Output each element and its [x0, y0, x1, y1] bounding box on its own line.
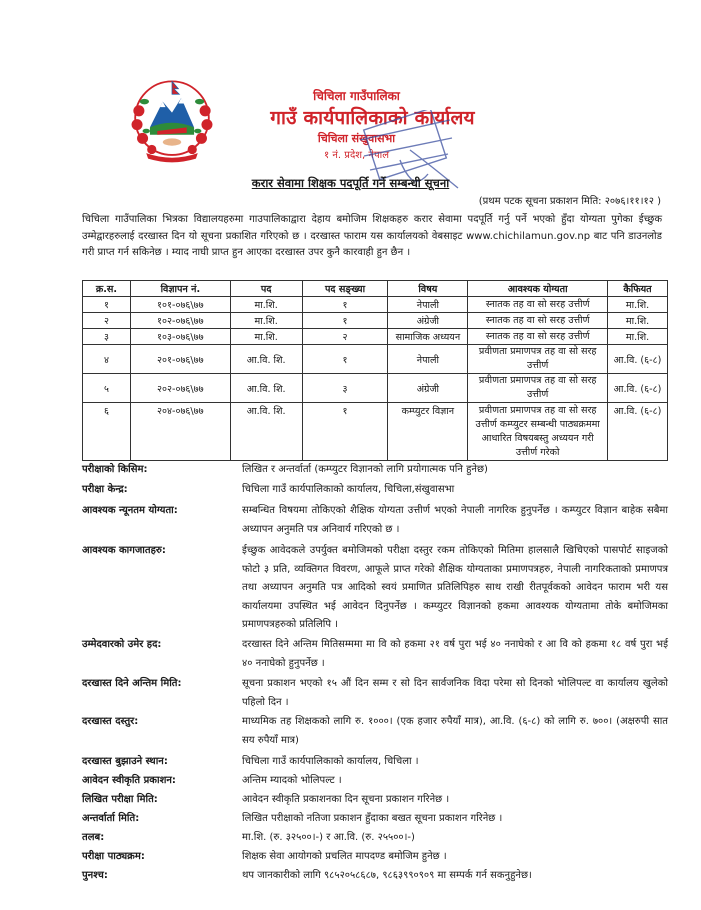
detail-value: लिखित र अन्तर्वार्ता (कम्प्युटर विज्ञानको लागि प्रयोगात्मक पनि हुनेछ) [242, 464, 488, 475]
cell-ad-no: २०१-०७६\७७ [130, 345, 230, 374]
cell-subject: अंग्रेजी [388, 313, 468, 329]
cell-qualification: स्नातक तह वा सो सरह उत्तीर्ण [468, 329, 608, 345]
col-header-post: पद [230, 281, 302, 297]
cell-remarks: आ.वि. (६-८) [608, 403, 668, 461]
detail-value: चिचिला गाउँ कार्यपालिकाको कार्यालय, चिचिला । [242, 756, 419, 767]
cell-qualification: स्नातक तह वा सो सरह उत्तीर्ण [468, 313, 608, 329]
cell-post: आ.वि. शि. [230, 345, 302, 374]
cell-ad-no: २०४-०७६\७७ [130, 403, 230, 461]
cell-ad-no: १०१-०७६\७७ [130, 297, 230, 313]
detail-label: परीक्षा केन्द्र: [82, 484, 128, 495]
cell-post: आ.वि. शि. [230, 374, 302, 403]
table-row [83, 329, 668, 345]
table-row [83, 297, 668, 313]
notice-title: करार सेवामा शिक्षक पदपूर्ति गर्ने सम्बन्धी सूचना [251, 176, 450, 190]
table-row [83, 345, 668, 374]
cell-sn: ४ [83, 345, 131, 374]
cell-remarks: आ.वि. (६-८) [608, 345, 668, 374]
cell-qualification: प्रवीणता प्रमाणपत्र तह वा सो सरह उत्तीर्ण [468, 345, 608, 374]
detail-value: अन्तिम म्यादको भोलिपल्ट । [242, 775, 342, 786]
cell-post: मा.शि. [230, 297, 302, 313]
detail-label: परीक्षा पाठ्यक्रम: [82, 851, 145, 862]
detail-value: मा.शि. (रु. ३२५००।-) र आ.वि. (रु. २५५००।-) [242, 832, 415, 843]
cell-post-count: १ [302, 403, 388, 461]
cell-qualification: प्रवीणता प्रमाणपत्र तह वा सो सरह उत्तीर्ण [468, 374, 608, 403]
table-row [83, 374, 668, 403]
cell-sn: ५ [83, 374, 131, 403]
detail-label: दरखास्त दस्तुर: [82, 716, 139, 727]
publication-date: (प्रथम पटक सूचना प्रकाशन मिति: २०७६।११।१२ ) [478, 196, 661, 207]
col-header-subject: विषय [388, 281, 468, 297]
cell-sn: ६ [83, 403, 131, 461]
detail-label: अन्तर्वार्ता मिति: [82, 813, 140, 824]
cell-subject: सामाजिक अध्ययन [388, 329, 468, 345]
col-header-qualification: आवश्यक योग्यता [468, 281, 608, 297]
detail-value: लिखित परीक्षाको नतिजा प्रकाशन हुँदाका बखत सूचना प्रकाशन गरिनेछ । [242, 813, 503, 824]
cell-sn: १ [83, 297, 131, 313]
detail-value: शिक्षक सेवा आयोगको प्रचलित मापदण्ड बमोजिम हुनेछ । [242, 851, 447, 862]
office-name: गाउँ कार्यपालिकाको कार्यालय [270, 107, 475, 129]
cell-sn: ३ [83, 329, 131, 345]
intro-paragraph: चिचिला गाउँपालिका भित्रका विद्यालयहरुमा गाउपालिकाद्वारा देहाय बमोजिम शिक्षकहरु करार सेवामा पदपूर्ति गर्नु पर्ने भएको हुँदा योग्यता पुगेका ईच्छुक उम्मेद्वारहरुलाई दरखास्त दिन यो सूचना प्रकाशित गरिएको छ । दरखास्त फाराम यस कार्यालयको वेबसाइट www.chichilamun.gov.np बाट पनि डाउनलोड गरी प्राप्त गर्न सकिनेछ । म्याद नाघी प्राप्त हुन आएका दरखास्त उपर कुनै कारवाही हुन छैन । [82, 214, 662, 258]
detail-label: आवश्यक कागजातहरु: [82, 545, 166, 556]
detail-label: दरखास्त दिने अन्तिम मिति: [82, 678, 182, 689]
vacancy-table [82, 280, 668, 461]
detail-value: आवेदन स्वीकृति प्रकाशनका दिन सूचना प्रकाशन गरिनेछ । [242, 794, 450, 805]
detail-label: परीक्षाको किसिम: [82, 464, 148, 475]
detail-value: सूचना प्रकाशन भएको १५ औं दिन सम्म र सो दिन सार्वजनिक विदा परेमा सो दिनको भोलिपल्ट वा कार्यालय खुलेको पहिलो दिन । [242, 678, 668, 708]
detail-label: तलब: [82, 832, 105, 843]
cell-post-count: १ [302, 345, 388, 374]
cell-post: मा.शि. [230, 313, 302, 329]
detail-label: पुनश्च: [82, 870, 108, 881]
col-header-remarks: कैफियत [608, 281, 668, 297]
detail-label: उम्मेदवारको उमेर हद: [82, 639, 162, 650]
office-address: चिचिला संखुवासभा [317, 132, 396, 145]
cell-post-count: १ [302, 297, 388, 313]
cell-subject: कम्प्युटर विज्ञान [388, 403, 468, 461]
province-line: १ नं. प्रदेश, नेपाल [323, 150, 390, 161]
cell-ad-no: २०२-०७६\७७ [130, 374, 230, 403]
col-header-post-count: पद सङ्ख्या [302, 281, 388, 297]
detail-value: सम्बन्धित विषयमा तोकिएको शैक्षिक योग्यता उत्तीर्ण भएको नेपाली नागरिक हुनुपर्नेछ । कम्प्युटर विज्ञान बाहेक सबैमा अध्यापन अनुमति पत्र अनिवार्य गरिएको छ । [242, 505, 668, 535]
detail-value: थप जानकारीको लागि ९८५२०५८६८७, ९८६३९९०९०९ मा सम्पर्क गर्न सकनुहुनेछ। [242, 870, 532, 881]
cell-remarks: मा.शि. [608, 313, 668, 329]
col-header-ad-no: विज्ञापन नं. [130, 281, 230, 297]
detail-value: चिचिला गाउँ कार्यपालिकाको कार्यालय, चिचिला,संखुवासभा [242, 484, 455, 495]
cell-ad-no: १०२-०७६\७७ [130, 313, 230, 329]
detail-label: दरखास्त बुझाउने स्थान: [82, 756, 168, 767]
detail-value: माध्यमिक तह शिक्षकको लागि रु. १०००। (एक हजार रुपैयाँ मात्र), आ.वि. (६-८) को लागि रु. ७००। (अक्षरुपी सात सय रुपैयाँ मात्र) [242, 716, 668, 746]
detail-label: आवश्यक न्यूनतम योग्यता: [82, 505, 178, 516]
detail-label: लिखित परीक्षा मिति: [82, 794, 158, 805]
cell-post: मा.शि. [230, 329, 302, 345]
cell-qualification: प्रवीणता प्रमाणपत्र तह वा सो सरह उत्तीर्ण कम्प्युटर सम्बन्धी पाठ्यक्रममा आधारित विषयबस्तु अध्ययन गरी उत्तीर्ण गरेको [468, 403, 608, 461]
detail-value: दरखास्त दिने अन्तिम मितिसम्ममा मा वि को हकमा २१ वर्ष पुरा भई ४० ननाघेको र आ वि को हकमा १८ वर्ष पुरा भई ४० ननाघेको हुनुपर्नेछ । [242, 639, 668, 669]
table-row [83, 403, 668, 461]
table-row [83, 313, 668, 329]
cell-subject: नेपाली [388, 345, 468, 374]
detail-label: आवेदन स्वीकृति प्रकाशन: [82, 775, 176, 786]
cell-post-count: २ [302, 329, 388, 345]
cell-qualification: स्नातक तह वा सो सरह उत्तीर्ण [468, 297, 608, 313]
municipality-name: चिचिला गाउँपालिका [313, 89, 400, 103]
cell-post-count: ३ [302, 374, 388, 403]
col-header-sn: क्र.स. [83, 281, 131, 297]
cell-ad-no: १०३-०७६\७७ [130, 329, 230, 345]
table-header-row [83, 281, 668, 297]
cell-remarks: आ.वि. (६-८) [608, 374, 668, 403]
cell-subject: अंग्रेजी [388, 374, 468, 403]
cell-remarks: मा.शि. [608, 297, 668, 313]
detail-value: ईच्छुक आवेदकले उपर्युक्त बमोजिमको परीक्षा दस्तुर रकम तोकिएको मितिमा हालसालै खिचिएको पासपोर्ट साइजको फोटो ३ प्रति, व्यक्तिगत विवरण, आफूले प्राप्त गरेको शैक्षिक योग्यताका प्रमाणपत्रहरु, नेपाली नागरिकताको प्रमाणपत्र तथा अध्यापन अनुमति पत्र आदिको स्वयं प्रमाणित प्रतिलिपिहरु साथ राखी रीतपूर्वकको आवेदन फाराम भरी यस कार्यालयमा उपस्थित भई आवेदन दिनुपर्नेछ । कम्प्युटर विज्ञानको हकमा आवश्यक योग्यतामा तोके बमोजिमका प्रमाणपत्रहरुको प्रतिलिपि । [242, 545, 668, 630]
cell-subject: नेपाली [388, 297, 468, 313]
cell-post: आ.वि. शि. [230, 403, 302, 461]
cell-sn: २ [83, 313, 131, 329]
cell-post-count: १ [302, 313, 388, 329]
cell-remarks: मा.शि. [608, 329, 668, 345]
